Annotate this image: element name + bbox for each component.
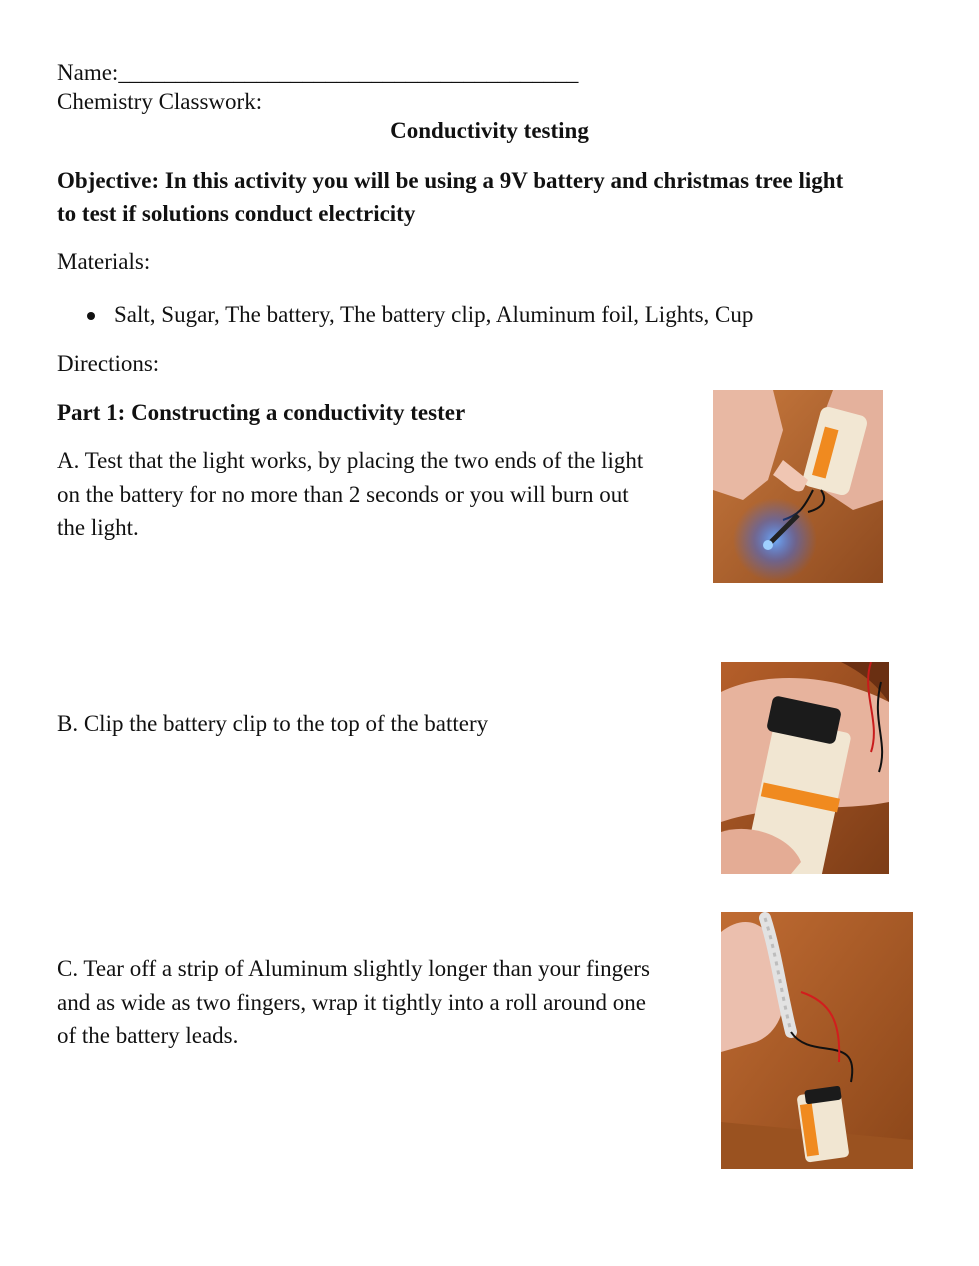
name-line (57, 58, 578, 87)
step-c-line-3: of the battery leads. (57, 1023, 239, 1048)
step-a-line-2: on the battery for no more than 2 seconds or you will burn out (57, 481, 629, 507)
step-a-line-3: the light. (57, 515, 139, 540)
step-b (57, 707, 488, 741)
materials-heading: Materials: (57, 249, 151, 274)
step-a (57, 444, 643, 545)
photo-light-test (713, 390, 883, 583)
objective (57, 164, 843, 230)
class-label: Chemistry Classwork: (57, 89, 263, 114)
step-c-line-2: and as wide as two fingers, wrap it tightly into a roll around one (57, 989, 646, 1015)
directions-heading: Directions: (57, 351, 160, 376)
step-b-line-1: B. Clip the battery clip to the top of the battery (57, 711, 489, 736)
step-c (57, 952, 650, 1053)
name-label: Name: (57, 60, 119, 85)
materials-item: Salt, Sugar, The battery, The battery clip, Aluminum foil, Lights, Cup (57, 300, 753, 329)
page-title: Conductivity testing (390, 118, 589, 143)
photo-foil-roll (721, 912, 913, 1169)
step-a-line-1: A. Test that the light works, by placing the two ends of the light (57, 448, 644, 473)
part1-heading: Part 1: Constructing a conductivity tester (57, 400, 466, 425)
objective-line-1: Objective: In this activity you will be using a 9V battery and christmas tree light (57, 168, 844, 193)
photo-battery-clip (721, 662, 889, 874)
materials-list (57, 300, 753, 329)
name-blank: ________________________________________ (118, 60, 579, 85)
step-c-line-1: C. Tear off a strip of Aluminum slightly longer than your fingers (57, 956, 650, 981)
objective-line-2: to test if solutions conduct electricity (57, 201, 416, 226)
